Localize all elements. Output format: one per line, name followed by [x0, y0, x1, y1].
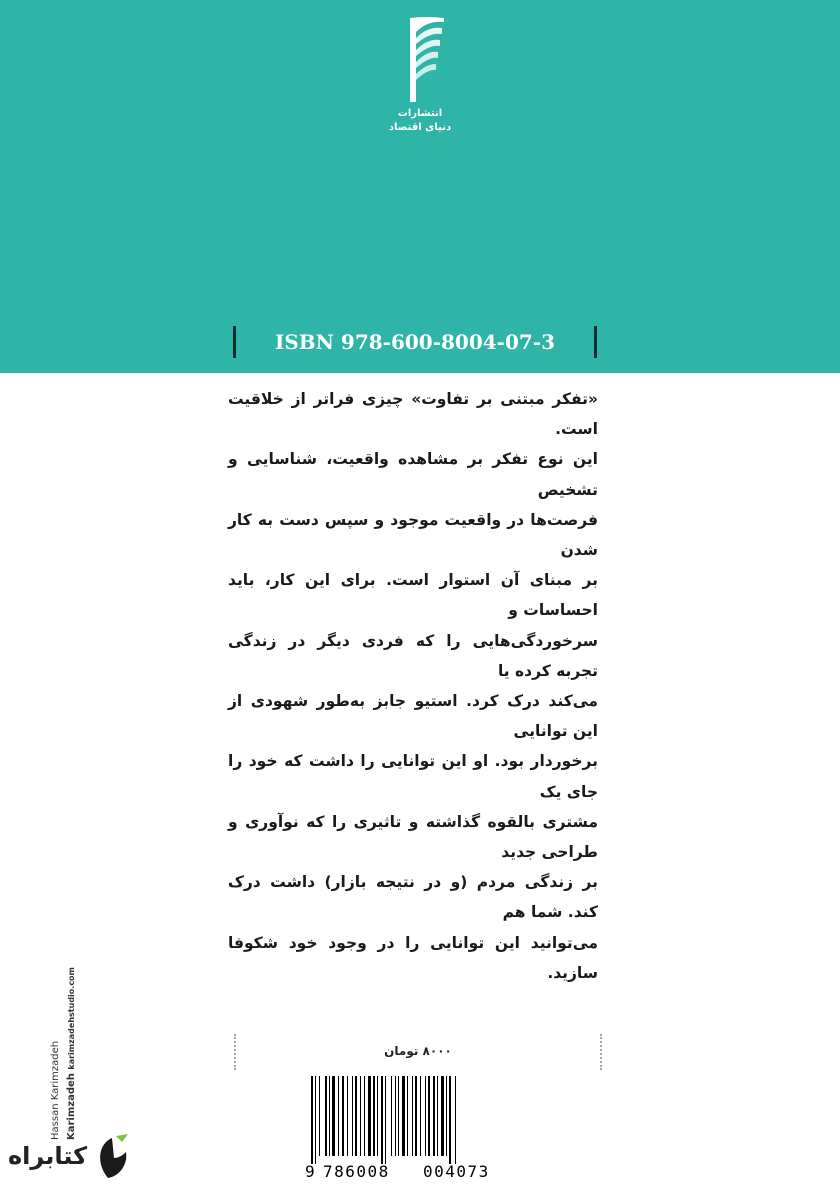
blurb-line: این نوع تفکر بر مشاهده واقعیت، شناسایی و تشخیص — [228, 450, 598, 499]
barcode-digit-group-1: 786008 — [323, 1162, 390, 1181]
barcode-bar — [325, 1076, 327, 1156]
barcode-bar — [391, 1076, 392, 1156]
barcode-bar — [311, 1076, 313, 1164]
price-right-rule — [600, 1034, 602, 1070]
barcode-bar — [402, 1076, 405, 1156]
studio-credit — [62, 880, 84, 1140]
isbn-number: ISBN 978-600-8004-07-3 — [274, 330, 556, 354]
blurb-line: بر مبنای آن استوار است. برای این کار، باید احساسات و — [228, 571, 598, 620]
book-logo-icon — [392, 14, 448, 106]
studio-site: karimzadehstudio.com — [67, 967, 76, 1070]
publisher-name-line1: انتشارات — [397, 108, 443, 119]
barcode-bar — [347, 1076, 348, 1156]
barcode-bar — [338, 1076, 339, 1156]
barcode-bar — [381, 1076, 383, 1164]
barcode-bar — [412, 1076, 413, 1156]
blurb-line: بر زندگی مردم (و در نتیجه بازار) داشت درک کند. شما هم — [228, 873, 598, 922]
barcode-bar — [319, 1076, 320, 1156]
barcode-bars — [305, 1076, 527, 1158]
blurb-line: «تفکر مبتنی بر تفاوت» چیزی فراتر از خلاقیت است. — [228, 390, 598, 439]
barcode-bar — [329, 1076, 330, 1156]
barcode-bar — [332, 1076, 335, 1156]
blurb-text — [228, 384, 598, 988]
barcode-bar — [342, 1076, 344, 1156]
barcode-digit-group-2: 004073 — [423, 1162, 490, 1181]
barcode-bar — [437, 1076, 438, 1156]
isbn-barcode — [305, 1076, 527, 1182]
barcode-bar — [364, 1076, 365, 1156]
barcode-bar — [352, 1076, 353, 1156]
barcode-bar — [315, 1076, 316, 1164]
barcode-bar — [428, 1076, 430, 1156]
barcode-bar — [455, 1076, 456, 1164]
barcode-bar — [373, 1076, 375, 1156]
barcode-bar — [395, 1076, 396, 1156]
blurb-line: می‌توانید این توانایی را در وجود خود شکوفا سازید. — [228, 933, 598, 982]
barcode-bar — [407, 1076, 408, 1156]
cover-top-band — [0, 0, 840, 373]
blurb-line: برخوردار بود. او این توانایی را داشت که خود را جای یک — [228, 752, 598, 801]
barcode-bar — [368, 1076, 371, 1156]
price-box — [234, 1034, 602, 1070]
barcode-digits — [305, 1162, 527, 1180]
barcode-bar — [385, 1076, 386, 1164]
isbn-right-bar — [594, 326, 597, 358]
blurb-line: فرصت‌ها در واقعیت موجود و سپس دست به کار شدن — [228, 510, 598, 560]
barcode-bar — [355, 1076, 357, 1156]
blurb-line: مشتری بالقوه گذاشته و تاثیری را که نوآوری و طراحی جدید — [228, 812, 598, 862]
barcode-bar — [420, 1076, 421, 1156]
barcode-bar — [415, 1076, 417, 1156]
barcode-bar — [441, 1076, 444, 1156]
barcode-digit-first: 9 — [305, 1162, 317, 1181]
barcode-bar — [425, 1076, 426, 1156]
blurb-line: سرخوردگی‌هایی را که فردی دیگر در زندگی تجربه کرده یا — [228, 631, 598, 680]
barcode-bar — [377, 1076, 378, 1156]
ketabrah-label: کتابراه — [8, 1142, 88, 1170]
designer-name: Hassan Karimzadeh — [50, 1040, 61, 1140]
studio-name — [66, 967, 77, 1140]
ketabrah-watermark — [8, 1128, 128, 1188]
publisher-logo — [380, 14, 460, 134]
barcode-bar — [360, 1076, 361, 1156]
ketabrah-logo-icon — [92, 1134, 132, 1184]
blurb-line: می‌کند درک کرد. استیو جابز به‌طور شهودی از این توانایی — [228, 692, 598, 741]
barcode-bar — [449, 1076, 451, 1164]
price-label: ۸۰۰۰ تومان — [384, 1044, 452, 1058]
barcode-bar — [433, 1076, 435, 1156]
studio-label: Karimzadeh — [66, 1073, 77, 1140]
publisher-name-line2: دنیای اقتصاد — [388, 122, 452, 133]
barcode-bar — [446, 1076, 447, 1156]
barcode-bar — [398, 1076, 399, 1156]
